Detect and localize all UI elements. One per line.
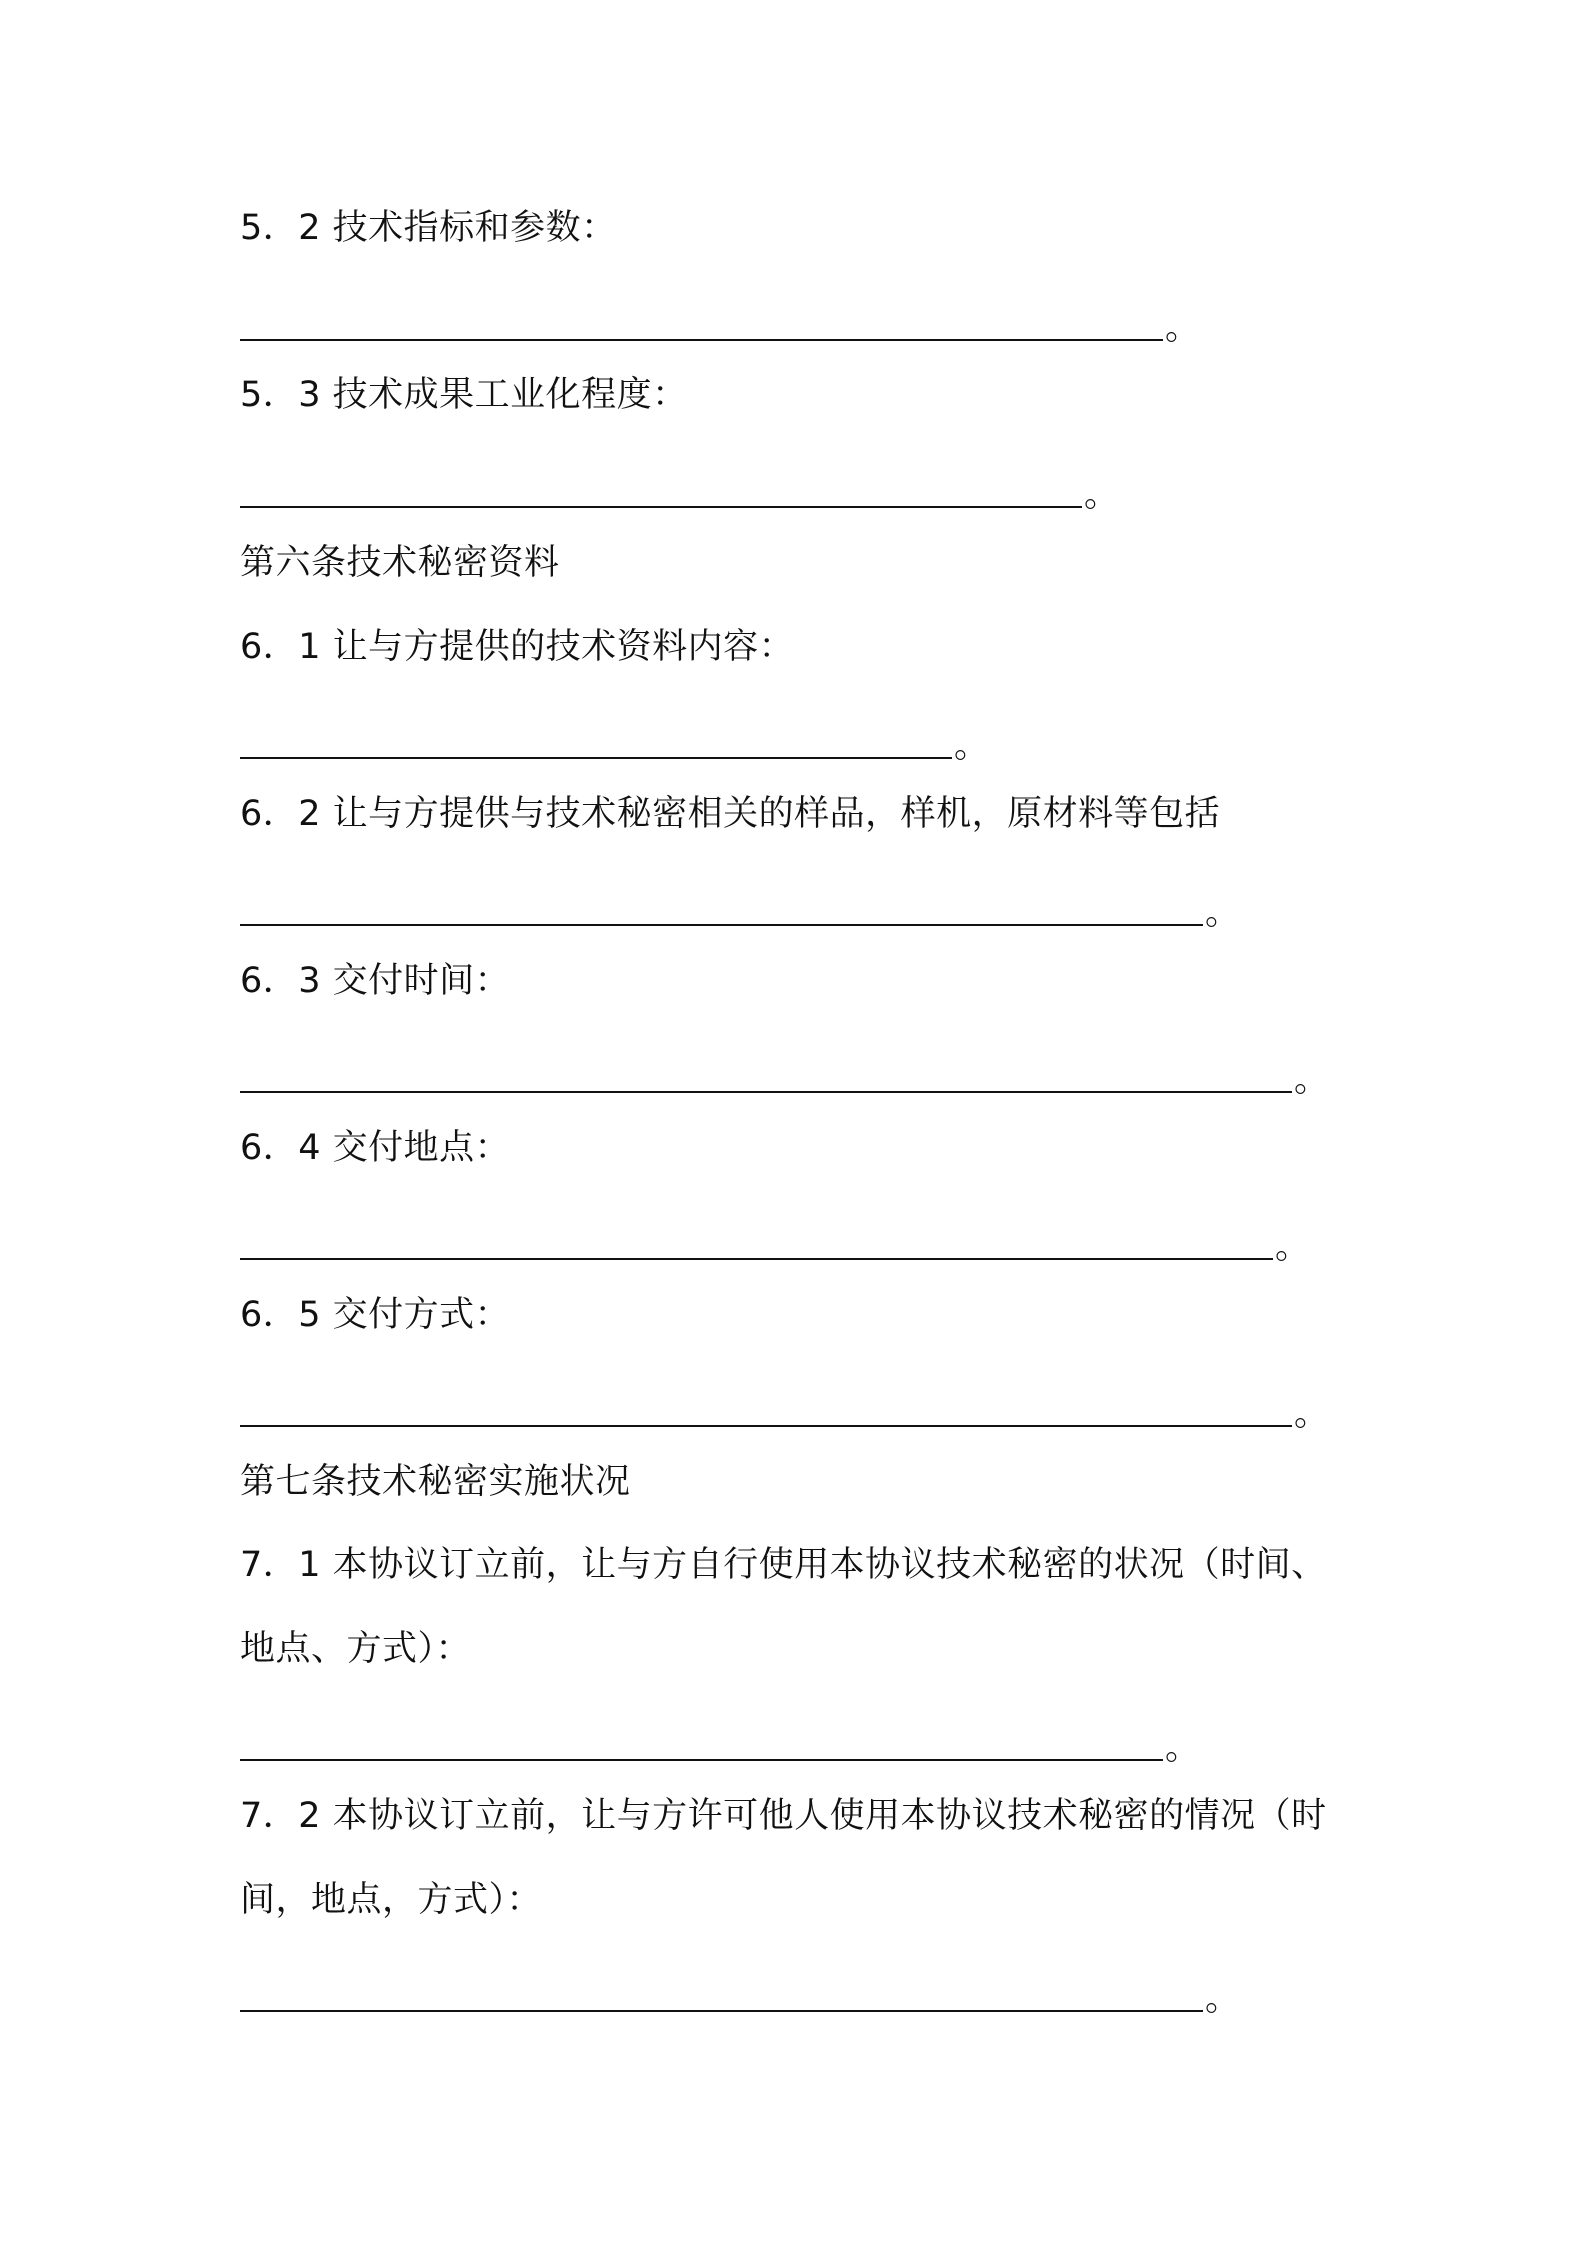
fill-blank-6-2 [240,890,1241,936]
blank-underline [240,506,1082,508]
fill-blank-7-2 [240,1976,1241,2022]
clause-7-1-label-line1: 7．1 本协议订立前，让与方自行使用本协议技术秘密的状况（时间、 [240,1545,1327,1585]
blank-period: 。 [1165,308,1201,348]
clause-7-1-label-line2: 地点、方式）： [240,1629,472,1669]
blank-underline [240,339,1163,341]
blank-underline [240,1759,1163,1761]
blank-period: 。 [1294,1060,1330,1100]
clause-5-3-label: 5．3 技术成果工业化程度： [240,375,688,415]
clause-6-1-label: 6．1 让与方提供的技术资料内容： [240,627,795,667]
clause-7-2-label-line1: 7．2 本协议订立前，让与方许可他人使用本协议技术秘密的情况（时 [240,1796,1327,1836]
fill-blank-6-1 [240,723,990,769]
clause-5-2-label: 5．2 技术指标和参数： [240,208,617,248]
article-7-heading: 第七条技术秘密实施状况 [240,1462,631,1502]
clause-6-4-label: 6．4 交付地点： [240,1128,511,1168]
fill-blank-6-4 [240,1224,1311,1270]
fill-blank-6-5 [240,1391,1330,1437]
blank-underline [240,1425,1292,1427]
blank-period: 。 [1294,1394,1330,1434]
fill-blank-7-1 [240,1725,1201,1771]
blank-underline [240,1091,1292,1093]
blank-underline [240,2010,1203,2012]
blank-period: 。 [954,726,990,766]
fill-blank-5-2 [240,305,1201,351]
blank-period: 。 [1275,1227,1311,1267]
clause-6-2-label: 6．2 让与方提供与技术秘密相关的样品，样机，原材料等包括 [240,794,1221,834]
blank-period: 。 [1205,1979,1241,2019]
fill-blank-6-3 [240,1057,1330,1103]
clause-6-3-label: 6．3 交付时间： [240,961,511,1001]
clause-6-5-label: 6．5 交付方式： [240,1295,511,1335]
blank-underline [240,1258,1273,1260]
blank-period: 。 [1084,475,1120,515]
blank-underline [240,757,952,759]
clause-7-2-label-line2: 间，地点，方式）： [240,1880,543,1920]
fill-blank-5-3 [240,472,1120,518]
blank-underline [240,924,1203,926]
blank-period: 。 [1205,893,1241,933]
article-6-heading: 第六条技术秘密资料 [240,543,560,583]
blank-period: 。 [1165,1728,1201,1768]
